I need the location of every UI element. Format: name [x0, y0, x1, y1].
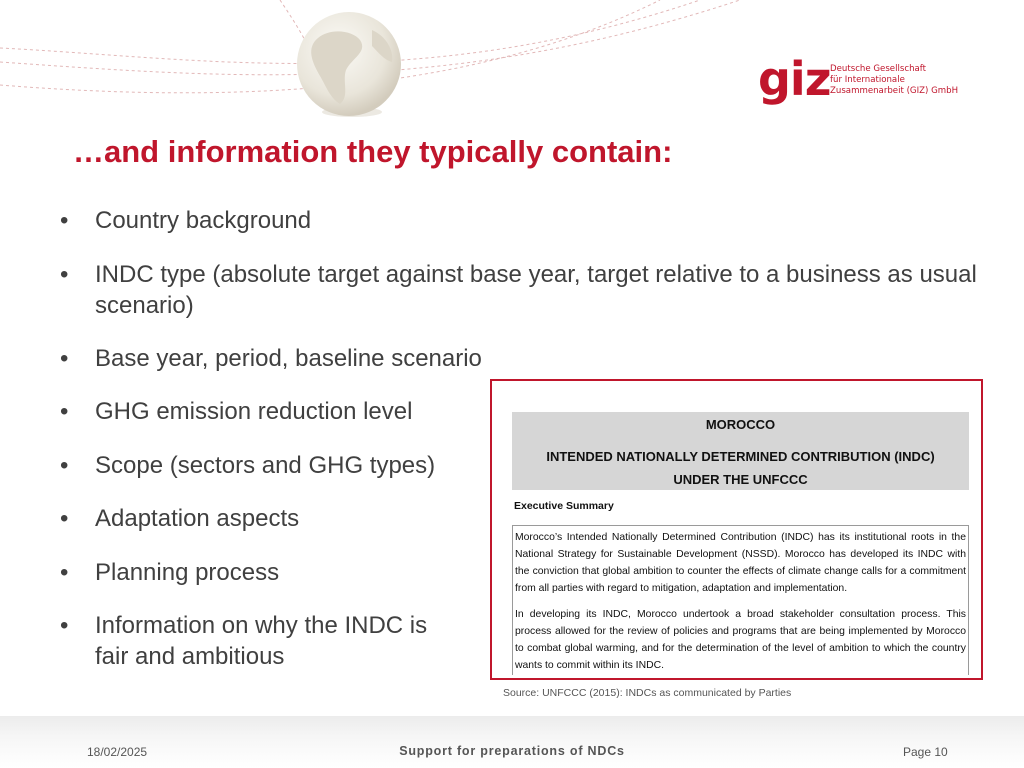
giz-logo-mark: giz	[758, 52, 831, 106]
bullet-item	[58, 205, 311, 236]
bullet-text: Adaptation aspects	[95, 505, 300, 532]
document-excerpt	[490, 379, 983, 680]
bullet-icon: •	[60, 207, 69, 234]
section-title: Executive Summary	[514, 500, 614, 512]
footer-date: 18/02/2025	[87, 745, 148, 759]
globe-icon	[297, 12, 401, 117]
bullet-icon: •	[60, 612, 69, 639]
bullet-text: Base year, period, baseline scenario	[95, 345, 482, 372]
bullet-item	[58, 259, 988, 321]
document-country: MOROCCO	[705, 417, 776, 432]
giz-logo-text	[830, 64, 958, 97]
bullet-icon: •	[60, 505, 69, 532]
bullet-text: INDC type (absolute target against base year, target relative to a business as usual scenario)	[95, 261, 977, 319]
bullet-item	[58, 610, 458, 672]
bullet-text: Country background	[95, 207, 312, 234]
bullet-text: Planning process	[95, 559, 280, 586]
document-subheading: UNDER THE UNFCCC	[673, 472, 808, 487]
footer-title: Support for preparations of NDCs	[399, 744, 625, 758]
document-header	[512, 412, 969, 490]
bullet-icon: •	[60, 261, 69, 288]
summary-paragraph: Morocco’s Intended Nationally Determined Contribution (INDC) has its institutional roots in the National Strategy for Sustainable Development (NSSD). Morocco has developed its INDC with the conviction that global ambition to counter the effects of climate change calls for a commitment from all parties with regard to mitigation, adaptation and implementation.	[515, 532, 966, 594]
document-heading: INTENDED NATIONALLY DETERMINED CONTRIBUTION (INDC)	[546, 449, 935, 464]
giz-logo	[758, 52, 959, 108]
bullet-item	[58, 450, 435, 481]
executive-summary	[512, 525, 969, 675]
bullet-icon: •	[60, 398, 69, 425]
bullet-icon: •	[60, 452, 69, 479]
bullet-text: GHG emission reduction level	[95, 398, 413, 425]
bullet-text: Scope (sectors and GHG types)	[95, 452, 436, 479]
slide-title: …and information they typically contain:	[73, 134, 673, 169]
bullet-icon: •	[60, 559, 69, 586]
bullet-text: Information on why the INDC is fair and ambitious	[95, 612, 428, 670]
bullet-icon: •	[60, 345, 69, 372]
bullet-item	[58, 557, 279, 588]
page-number: Page 10	[903, 745, 948, 759]
bullet-item	[58, 503, 299, 534]
bullet-item	[58, 396, 412, 427]
summary-paragraph: In developing its INDC, Morocco undertook a broad stakeholder consultation process. This process allowed for the review of policies and programs that are being implemented by Morocco to combat global warming, and for the determination of the level of ambition to which the country wants to commit within its INDC.	[515, 609, 966, 671]
logo-line: Deutsche Gesellschaft	[830, 64, 927, 74]
footer-band	[0, 716, 1024, 768]
logo-line: für Internationale	[830, 75, 905, 85]
logo-line: Zusammenarbeit (GIZ) GmbH	[830, 86, 959, 96]
bullet-item	[58, 343, 482, 374]
source-note: Source: UNFCCC (2015): INDCs as communicated by Parties	[503, 687, 792, 699]
